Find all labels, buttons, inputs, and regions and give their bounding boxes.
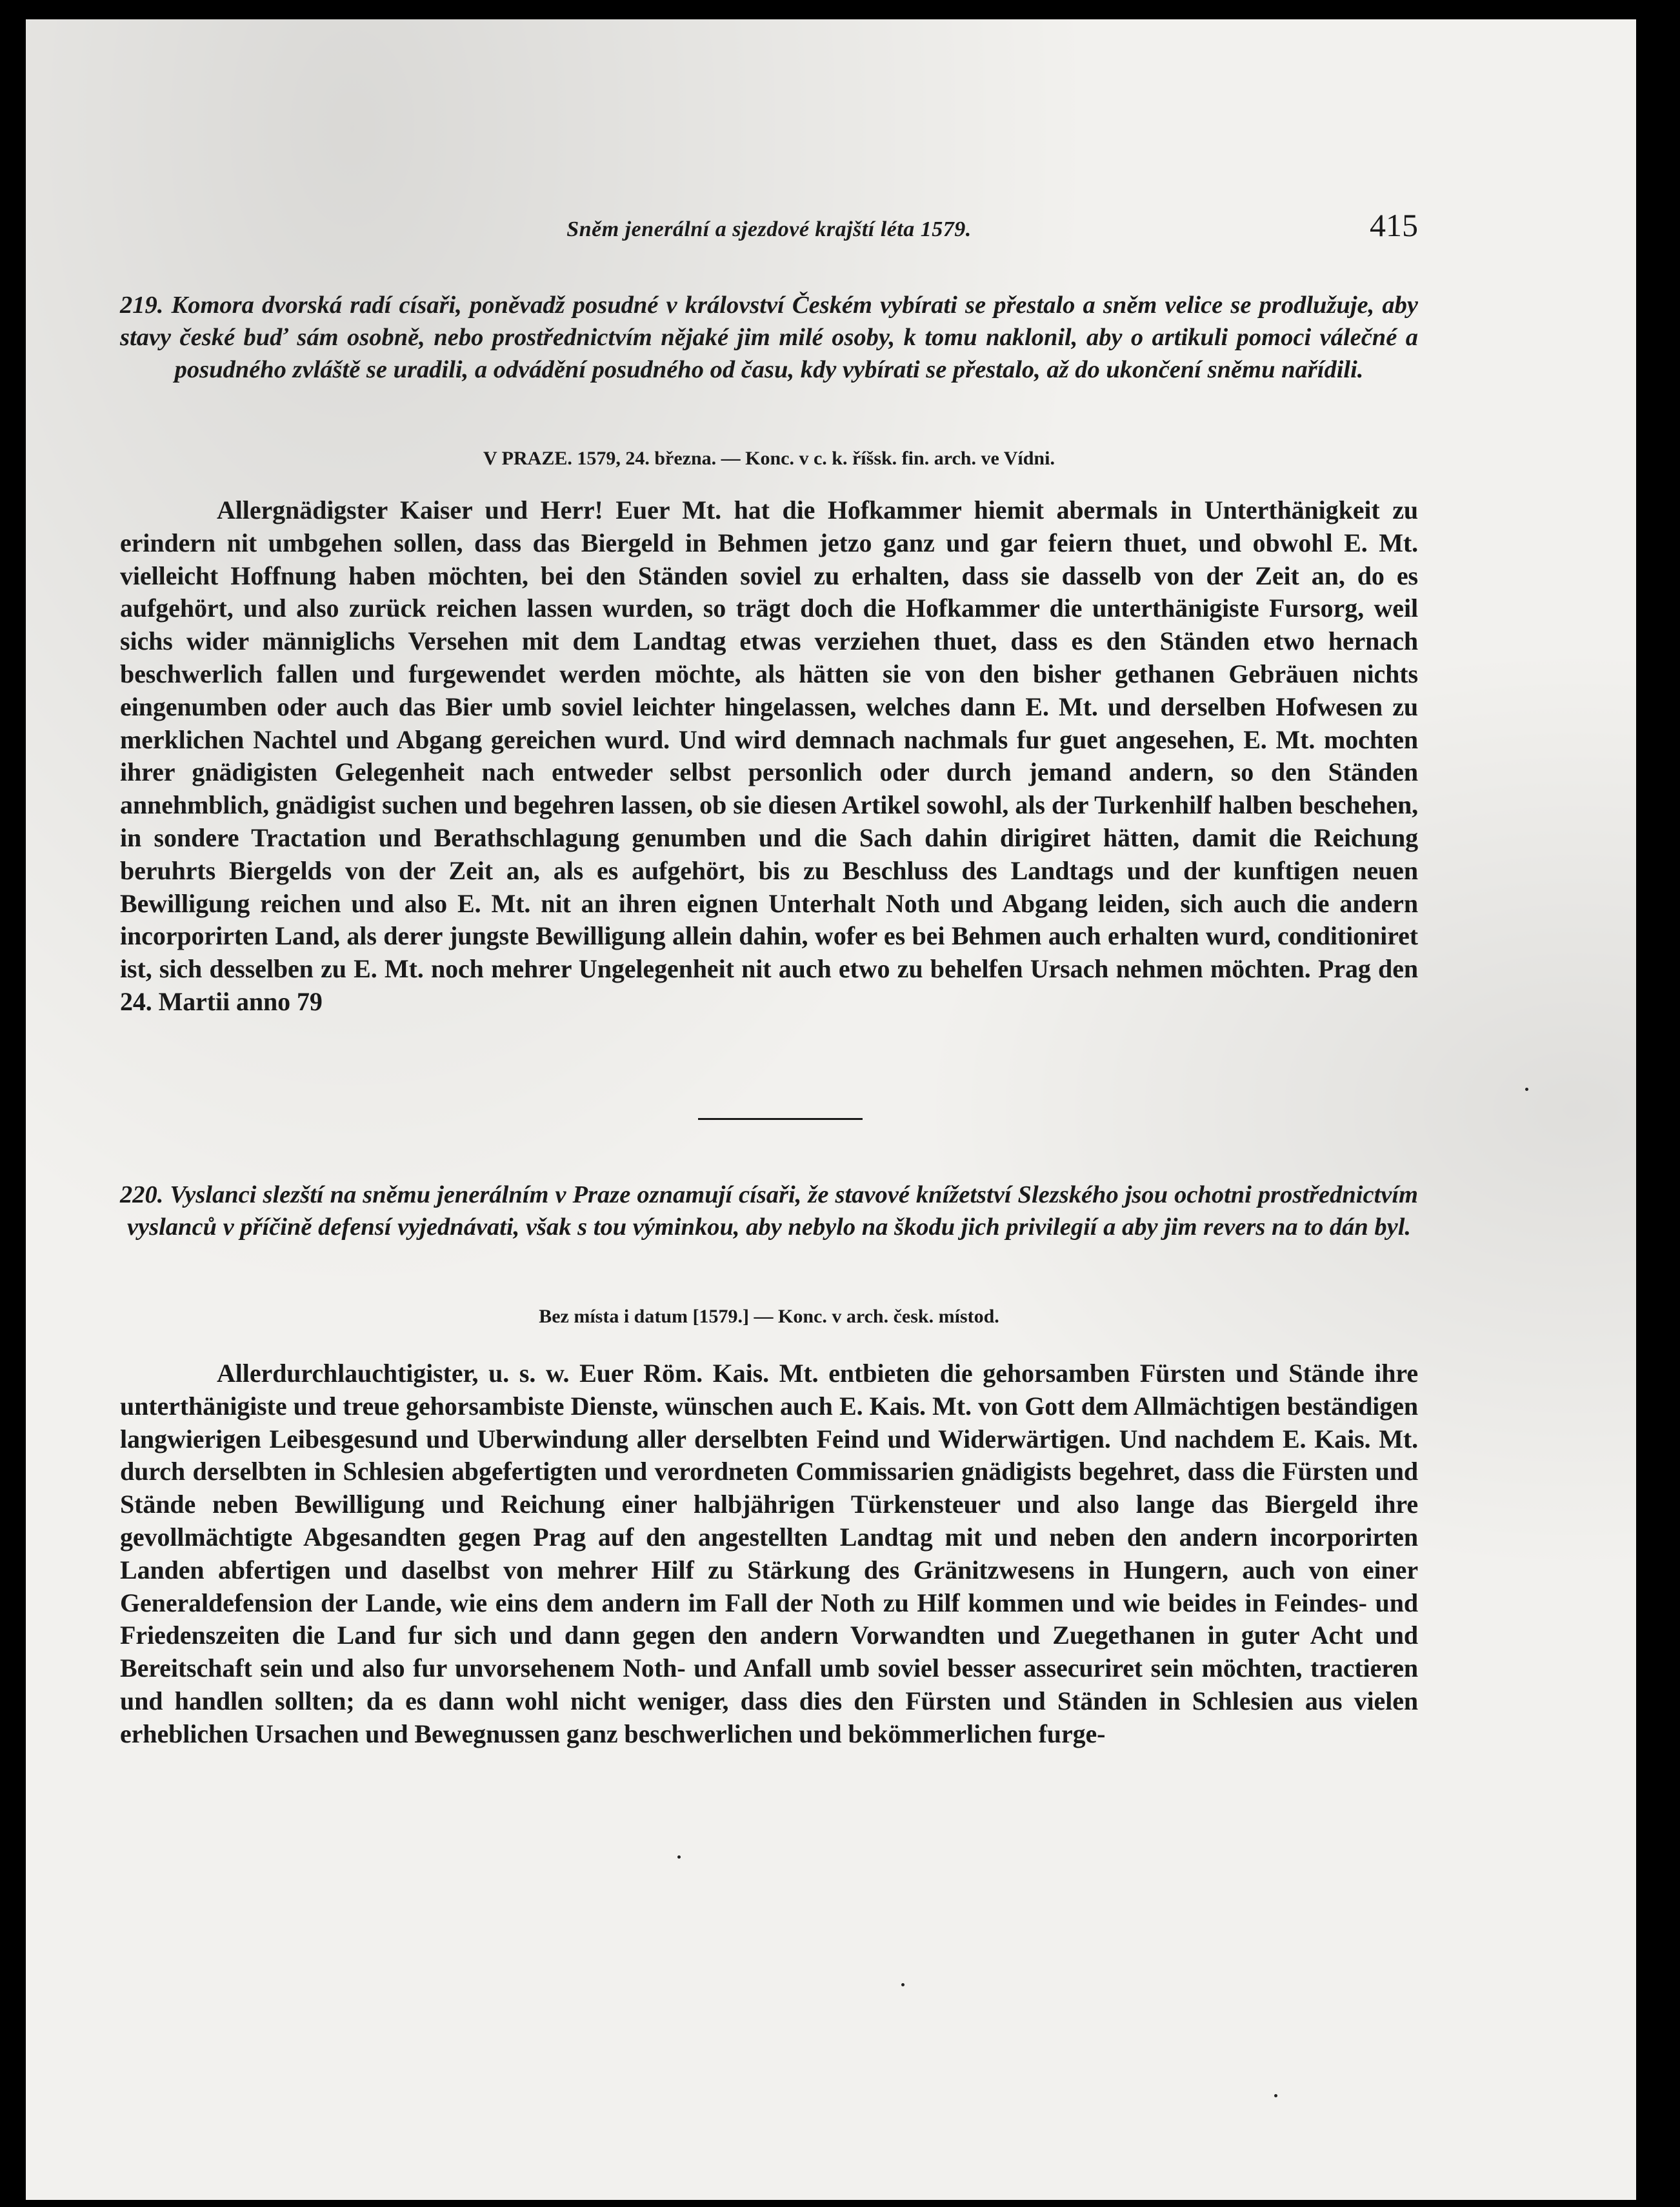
source-note-220: Bez místa i datum [1579.] — Konc. v arch. česk. místod. bbox=[539, 1306, 999, 1327]
entry-number: 219. bbox=[120, 292, 164, 319]
entry-219 bbox=[120, 289, 1418, 386]
document-text-219: Allergnädigster Kaiser und Herr! Euer Mt. hat die Hofkammer hiemit abermals in Unterthänigkeit zu erindern nit umbgehen sollen, dass das Biergeld in Behmen jetzo ganz und gar feiern thuet, und obwohl E. Mt. vielleicht Hoffnung haben möchten, bei den Ständen soviel zu erhalten, dass sie dasselb von der Zeit an, do es aufgehört, und also zurück reichen lassen wurden, so trägt doch die Hofkammer die unterthänigiste Fursorg, weil sichs wider männiglichs Versehen mit dem Landtag etwas verziehen thuet, dass es den Ständen etwo hernach beschwerlich fallen und furgewendet werden möchte, als hätten sie von den bisher gethanen Gebräuen nichts eingenumben oder auch das Bier umb soviel leichter hingelassen, welches dann E. Mt. und derselben Hofwesen zu merklichen Nachtel und Abgang gereichen wurd. Und wird demnach nachmals fur guet angesehen, E. Mt. mochten ihrer gnädigisten Gelegenheit nach entweder selbst personlich oder durch jemand andern, so den Ständen annehmblich, gnädigist suchen und begehren lassen, ob sie diesen Artikel sowohl, als der Turkenhilf halben beschehen, in sondere Tractation und Berathschlagung genumben und die Sach dahin dirigiret hätten, damit die Reichung beruhrts Biergelds von der Zeit an, als es aufgehört, bis zu Beschluss des Landtags und der kunftigen neuen Bewilligung reichen und also E. Mt. nit an ihren eignen Unterhalt Noth und Abgang leiden, sich auch die andern incorporirten Land, als derer jungste Bewilligung allein dahin, wofer es bei Behmen auch erhalten wurd, conditioniret ist, sich desselben zu E. Mt. noch mehrer Ungelegenheit nit auch etwo zu behelfen Ursach nehmen möchten. Prag den 24. Martii anno 79 bbox=[120, 495, 1418, 1016]
scan-speck bbox=[901, 1983, 905, 1986]
regest-220 bbox=[120, 1179, 1418, 1243]
entry-number: 220. bbox=[120, 1181, 164, 1208]
scan-speck bbox=[677, 1855, 681, 1859]
running-title: Sněm jenerální a sjezdové krajští léta 1579. bbox=[566, 217, 972, 241]
page-number: 415 bbox=[1370, 207, 1418, 243]
running-head bbox=[120, 203, 1418, 255]
regest-text: Vyslanci slezští na sněmu jenerálním v Praze oznamují císaři, že stavové knížetství Slezského jsou ochotni prostřednictvím vyslanců v příčině defensí vyjednávati, však s tou výminkou, aby nebylo na škodu jich privilegií a aby jim revers na to dán byl. bbox=[126, 1181, 1418, 1241]
source-219-block bbox=[120, 448, 1418, 470]
text-220-block bbox=[120, 1357, 1418, 1751]
scan-speck bbox=[1525, 1088, 1528, 1091]
regest-text: Komora dvorská radí císaři, poněvadž posudné v království Českém vybírati se přestalo a sněm velice se prodlužuje, aby stavy české buď sám osobně, nebo prostřednictvím nějaké jim milé osoby, k tomu naklonil, aby o artikuli pomoci válečné a posudného zvláště se uradili, a odvádění posudného od času, kdy vybírati se přestalo, až do ukončení sněmu nařídili. bbox=[120, 292, 1419, 383]
entry-220 bbox=[120, 1179, 1418, 1243]
source-220-block bbox=[120, 1306, 1418, 1328]
scan-edge bbox=[1636, 19, 1658, 2200]
source-note-219: V PRAZE. 1579, 24. března. — Konc. v c. k. říšsk. fin. arch. ve Vídni. bbox=[483, 448, 1055, 469]
section-divider bbox=[698, 1118, 863, 1120]
regest-219 bbox=[120, 289, 1418, 386]
document-text-220: Allerdurchlauchtigister, u. s. w. Euer Röm. Kais. Mt. entbieten die gehorsamben Fürsten und Stände ihre unterthänigiste und treue gehorsambiste Dienste, wünschen auch E. Kais. Mt. von Gott dem Allmächtigen beständigen langwierigen Leibesgesund und Uberwindung aller derselbten Feind und Widerwärtigen. Und nachdem E. Kais. Mt. durch derselbten in Schlesien abgefertigten und verordneten Commissarien gnädigists begehret, dass die Fürsten und Stände neben Bewilligung und Reichung einer halbjährigen Türkensteuer und also lange das Biergeld ihre gevollmächtigte Abgesandten gegen Prag auf den angestellten Landtag mit und neben den andern incorporirten Landen abfertigen und daselbst von mehrer Hilf zu Stärkung des Gränitzwesens in Hungern, auch von einer Generaldefension der Lande, wie eins dem andern im Fall der Noth zu Hilf kommen und wie beides in Feindes- und Friedenszeiten die Land fur sich und dann gegen den andern Vorwandten und Zuegethanen in guter Acht und Bereitschaft sein und also fur unvorsehenem Noth- und Anfall umb soviel besser assecuriret sein möchten, tractieren und handlen sollten; da es dann wohl nicht weniger, dass dies den Fürsten und Ständen in Schlesien aus vielen erheblichen Ursachen und Bewegnussen ganz beschwerlichen und bekömmerlichen furge- bbox=[120, 1359, 1418, 1748]
text-219-block bbox=[120, 494, 1418, 1019]
scan-speck bbox=[1274, 2094, 1277, 2097]
